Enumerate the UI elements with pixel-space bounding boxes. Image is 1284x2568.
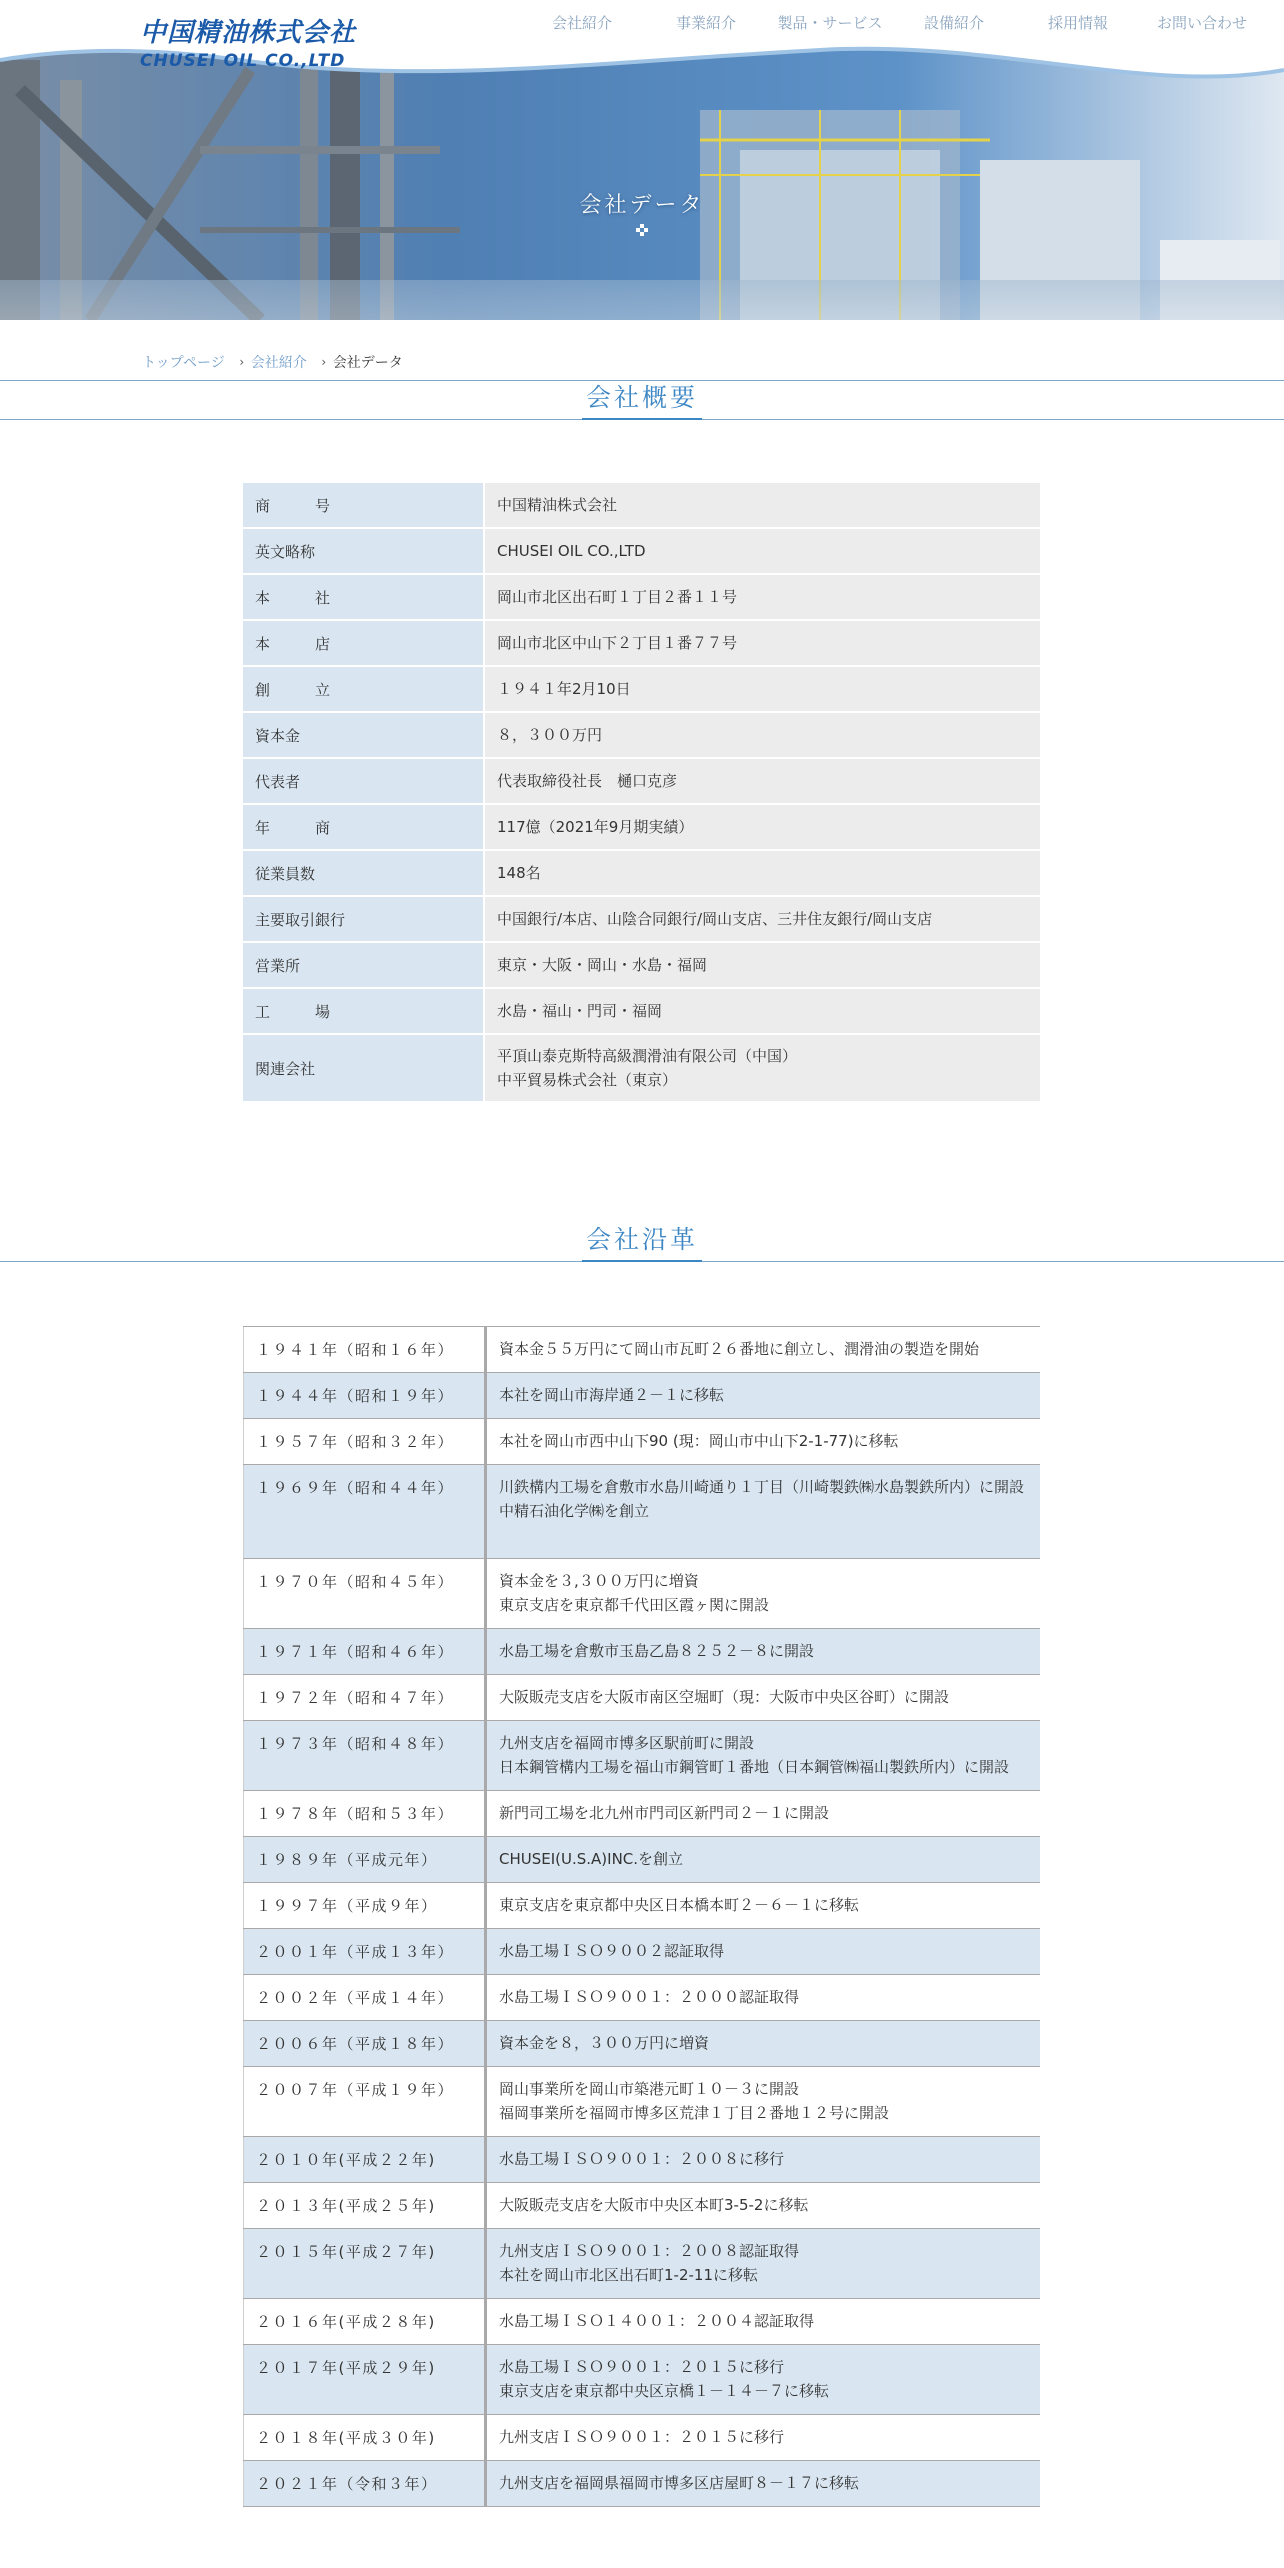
- nav-facilities[interactable]: 設備紹介: [923, 14, 984, 32]
- history-row: [244, 2137, 1041, 2183]
- history-year: ２０１３年(平成２５年): [244, 2183, 486, 2229]
- overview-value: [485, 575, 1040, 619]
- history-year: ２００６年（平成１８年）: [244, 2021, 486, 2067]
- history-row: [244, 1465, 1041, 1559]
- history-year: ２０１５年(平成２７年): [244, 2229, 486, 2299]
- history-row: [244, 2067, 1041, 2137]
- history-event: [486, 1791, 1041, 1837]
- overview-row: [243, 989, 1040, 1033]
- overview-value: [485, 667, 1040, 711]
- history-year: １９７３年（昭和４８年）: [244, 1721, 486, 1791]
- overview-value-line: １９４１年2月10日: [497, 680, 631, 698]
- history-event: [486, 2299, 1041, 2345]
- history-event-line: 川鉄構内工場を倉敷市水島川崎通り１丁目（川崎製鉄㈱水島製鉄所内）に開設: [499, 1478, 1025, 1496]
- history-event-line: 日本鋼管構内工場を福山市鋼管町１番地（日本鋼管㈱福山製鉄所内）に開設: [499, 1758, 1010, 1776]
- title-ornament-icon: [634, 224, 650, 236]
- history-event-line: 水島工場ＩＳＯ９００２認証取得: [499, 1942, 725, 1960]
- history-row: [244, 1327, 1041, 1373]
- overview-row: [243, 759, 1040, 803]
- overview-row: [243, 943, 1040, 987]
- company-overview-table: [243, 481, 1040, 1103]
- company-logo[interactable]: [140, 12, 356, 71]
- history-event-line: 水島工場ＩＳＯ９００１：２０００認証取得: [499, 1988, 800, 2006]
- overview-row: [243, 805, 1040, 849]
- history-event: [486, 1837, 1041, 1883]
- history-event-line: CHUSEI(U.S.A)INC.を創立: [499, 1850, 684, 1868]
- overview-value-line: 中国銀行/本店、山陰合同銀行/岡山支店、三井住友銀行/岡山支店: [497, 910, 933, 928]
- overview-value-line: 岡山市北区出石町１丁目２番１１号: [497, 588, 738, 606]
- overview-row: [243, 483, 1040, 527]
- chevron-right-icon: ›: [321, 355, 327, 369]
- history-event-line: 九州支店ＩＳＯ９００１：２０１５に移行: [499, 2428, 785, 2446]
- history-event-line: 本社を岡山市西中山下90 (現：岡山市中山下2-1-77)に移転: [499, 1432, 899, 1450]
- history-year: １９５７年（昭和３２年）: [244, 1419, 486, 1465]
- history-row: [244, 2183, 1041, 2229]
- overview-label: 英文略称: [243, 529, 485, 573]
- overview-value-line: CHUSEI OIL CO.,LTD: [497, 542, 646, 560]
- history-row: [244, 1629, 1041, 1675]
- history-row: [244, 1837, 1041, 1883]
- overview-value: [485, 851, 1040, 895]
- history-row: [244, 1675, 1041, 1721]
- history-year: １９８９年（平成元年）: [244, 1837, 486, 1883]
- history-year: １９７１年（昭和４６年）: [244, 1629, 486, 1675]
- nav-company[interactable]: 会社紹介: [551, 14, 612, 32]
- nav-products[interactable]: 製品・サービス: [777, 14, 883, 32]
- history-event: [486, 1465, 1041, 1559]
- company-history-table: [243, 1326, 1040, 2507]
- overview-value: [485, 943, 1040, 987]
- history-event: [486, 2137, 1041, 2183]
- overview-value: [485, 621, 1040, 665]
- overview-value-line: 中平貿易株式会社（東京）: [497, 1071, 678, 1089]
- history-event: [486, 1975, 1041, 2021]
- history-event-line: 資本金５５万円にて岡山市瓦町２６番地に創立し、潤滑油の製造を開始: [499, 1340, 980, 1358]
- overview-title: 会社概要: [582, 380, 702, 420]
- overview-label: 代表者: [243, 759, 485, 803]
- history-event-line: 東京支店を東京都中央区日本橋本町２－６－１に移転: [499, 1896, 860, 1914]
- breadcrumb-home[interactable]: トップページ: [142, 355, 225, 371]
- history-row: [244, 2299, 1041, 2345]
- history-event-line: 資本金を８，３００万円に増資: [499, 2034, 710, 2052]
- global-nav: [520, 12, 1264, 33]
- history-event: [486, 1559, 1041, 1629]
- history-event: [486, 2067, 1041, 2137]
- history-event-line: 水島工場ＩＳＯ９００１：２０１５に移行: [499, 2358, 785, 2376]
- overview-label: 本 社: [243, 575, 485, 619]
- history-year: ２００７年（平成１９年）: [244, 2067, 486, 2137]
- overview-row: [243, 667, 1040, 711]
- overview-label: 工 場: [243, 989, 485, 1033]
- history-row: [244, 2461, 1041, 2507]
- overview-row: [243, 621, 1040, 665]
- history-row: [244, 1791, 1041, 1837]
- history-row: [244, 2229, 1041, 2299]
- history-event: [486, 1327, 1041, 1373]
- overview-value: [485, 483, 1040, 527]
- history-row: [244, 1419, 1041, 1465]
- history-event-line: 新門司工場を北九州市門司区新門司２－１に開設: [499, 1804, 830, 1822]
- overview-row: [243, 529, 1040, 573]
- history-event-line: 水島工場ＩＳＯ９００１：２００８に移行: [499, 2150, 785, 2168]
- overview-label: 商 号: [243, 483, 485, 527]
- overview-value: [485, 805, 1040, 849]
- overview-value: [485, 713, 1040, 757]
- overview-value: [485, 529, 1040, 573]
- chevron-right-icon: ›: [239, 355, 245, 369]
- overview-row: [243, 897, 1040, 941]
- history-event-line: 本社を岡山市北区出石町1-2-11に移転: [499, 2266, 759, 2284]
- page-title: 会社データ: [579, 193, 705, 218]
- history-event: [486, 1419, 1041, 1465]
- history-event: [486, 2021, 1041, 2067]
- overview-row: [243, 713, 1040, 757]
- overview-row: [243, 851, 1040, 895]
- history-event-line: 岡山事業所を岡山市築港元町１０－３に開設: [499, 2080, 800, 2098]
- history-year: ２０１６年(平成２８年): [244, 2299, 486, 2345]
- overview-value-line: 148名: [497, 864, 541, 882]
- overview-value: [485, 1035, 1040, 1101]
- hero-banner: [0, 0, 1284, 320]
- history-row: [244, 1975, 1041, 2021]
- history-row: [244, 1559, 1041, 1629]
- overview-value: [485, 897, 1040, 941]
- overview-label: 創 立: [243, 667, 485, 711]
- overview-heading: [0, 380, 1284, 420]
- history-year: １９７０年（昭和４５年）: [244, 1559, 486, 1629]
- history-year: １９４１年（昭和１６年）: [244, 1327, 486, 1373]
- overview-value-line: 中国精油株式会社: [497, 496, 618, 514]
- history-row: [244, 1373, 1041, 1419]
- history-year: １９７８年（昭和５３年）: [244, 1791, 486, 1837]
- history-year: ２０１８年(平成３０年): [244, 2415, 486, 2461]
- history-event-line: 東京支店を東京都千代田区霞ヶ関に開設: [499, 1596, 770, 1614]
- history-event: [486, 2183, 1041, 2229]
- overview-label: 主要取引銀行: [243, 897, 485, 941]
- overview-label: 関連会社: [243, 1035, 485, 1101]
- overview-label: 従業員数: [243, 851, 485, 895]
- history-row: [244, 1883, 1041, 1929]
- history-heading: [0, 1222, 1284, 1262]
- history-year: １９９７年（平成９年）: [244, 1883, 486, 1929]
- overview-value-line: ８，３００万円: [497, 726, 603, 744]
- nav-business[interactable]: 事業紹介: [675, 14, 736, 32]
- overview-row: [243, 1035, 1040, 1101]
- history-event: [486, 1929, 1041, 1975]
- history-event-line: 大阪販売支店を大阪市南区空堀町（現：大阪市中央区谷町）に開設: [499, 1688, 950, 1706]
- history-year: ２０１７年(平成２９年): [244, 2345, 486, 2415]
- history-event: [486, 2345, 1041, 2415]
- breadcrumb-current: 会社データ: [332, 355, 403, 371]
- nav-recruit[interactable]: 採用情報: [1047, 14, 1108, 32]
- overview-value-line: 117億（2021年9月期実績）: [497, 818, 694, 836]
- history-year: ２０１０年(平成２２年): [244, 2137, 486, 2183]
- overview-value-line: 岡山市北区中山下２丁目１番７７号: [497, 634, 738, 652]
- history-row: [244, 1929, 1041, 1975]
- history-event-line: 東京支店を東京都中央区京橋１－１４－７に移転: [499, 2382, 830, 2400]
- overview-row: [243, 575, 1040, 619]
- history-event: [486, 1675, 1041, 1721]
- history-event: [486, 1721, 1041, 1791]
- history-year: １９７２年（昭和４７年）: [244, 1675, 486, 1721]
- history-year: ２００２年（平成１４年）: [244, 1975, 486, 2021]
- history-year: １９４４年（昭和１９年）: [244, 1373, 486, 1419]
- history-row: [244, 2415, 1041, 2461]
- history-row: [244, 2345, 1041, 2415]
- history-event: [486, 1629, 1041, 1675]
- history-event: [486, 1883, 1041, 1929]
- history-row: [244, 1721, 1041, 1791]
- history-event: [486, 2229, 1041, 2299]
- overview-value-line: 水島・福山・門司・福岡: [497, 1002, 663, 1020]
- history-event-line: 中精石油化学㈱を創立: [499, 1502, 650, 1520]
- overview-label: 年 商: [243, 805, 485, 849]
- logo-english: CHUSEI OIL CO.,LTD: [140, 51, 346, 71]
- history-event: [486, 2461, 1041, 2507]
- breadcrumb: [142, 352, 403, 372]
- history-event-line: 本社を岡山市海岸通２－１に移転: [499, 1386, 725, 1404]
- history-event-line: 水島工場を倉敷市玉島乙島８２５２－８に開設: [499, 1642, 815, 1660]
- history-event-line: 福岡事業所を福岡市博多区荒津１丁目２番地１２号に開設: [499, 2104, 890, 2122]
- overview-label: 営業所: [243, 943, 485, 987]
- history-title: 会社沿革: [582, 1222, 702, 1262]
- overview-value-line: 東京・大阪・岡山・水島・福岡: [497, 956, 708, 974]
- breadcrumb-company[interactable]: 会社紹介: [250, 355, 307, 371]
- history-event-line: 九州支店ＩＳＯ９００１：２００８認証取得: [499, 2242, 800, 2260]
- overview-value: [485, 759, 1040, 803]
- history-event-line: 大阪販売支店を大阪市中央区本町3-5-2に移転: [499, 2196, 809, 2214]
- overview-value-line: 平頂山泰克斯特高級潤滑油有限公司（中国）: [497, 1047, 798, 1065]
- history-event: [486, 1373, 1041, 1419]
- history-year: ２００１年（平成１３年）: [244, 1929, 486, 1975]
- history-event-line: 資本金を３,３００万円に増資: [499, 1572, 699, 1590]
- overview-label: 資本金: [243, 713, 485, 757]
- history-year: １９６９年（昭和４４年）: [244, 1465, 486, 1559]
- nav-contact[interactable]: お問い合わせ: [1156, 14, 1247, 32]
- overview-value: [485, 989, 1040, 1033]
- history-event: [486, 2415, 1041, 2461]
- history-event-line: 九州支店を福岡市博多区駅前町に開設: [499, 1734, 755, 1752]
- logo-japanese: 中国精油株式会社: [140, 18, 357, 48]
- history-year: ２０２１年（令和３年）: [244, 2461, 486, 2507]
- history-event-line: 水島工場ＩＳＯ１４００１：２００４認証取得: [499, 2312, 815, 2330]
- history-event-line: 九州支店を福岡県福岡市博多区店屋町８－１７に移転: [499, 2474, 860, 2492]
- overview-value-line: 代表取締役社長 樋口克彦: [497, 772, 678, 790]
- history-row: [244, 2021, 1041, 2067]
- overview-label: 本 店: [243, 621, 485, 665]
